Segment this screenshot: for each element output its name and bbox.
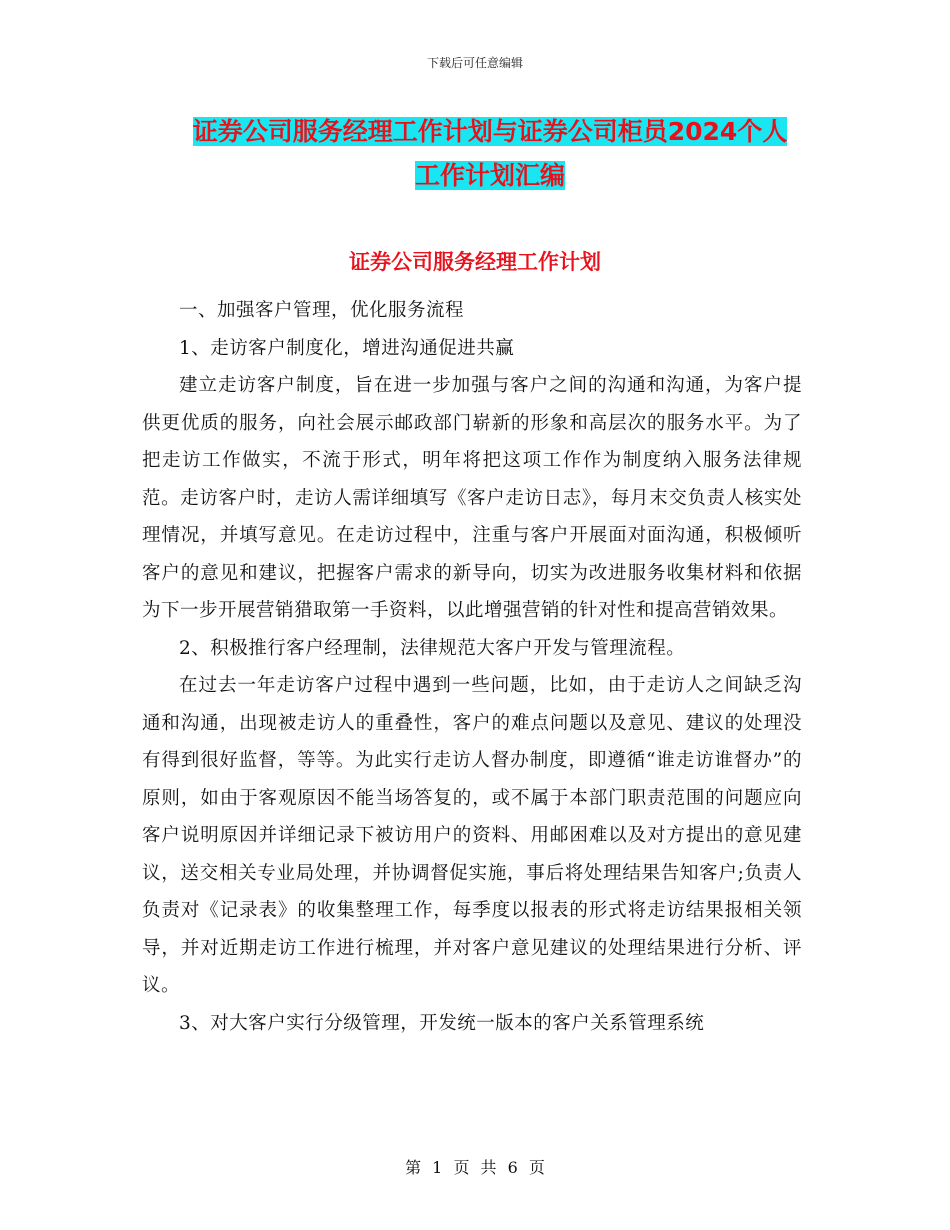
paragraph: 建立走访客户制度，旨在进一步加强与客户之间的沟通和沟通，为客户提供更优质的服务，向社会展示邮政部门崭新的形象和高层次的服务水平。为了把走访工作做实，不流于形式，明年将把这项工作作为制度纳入服务法律规范。走访客户时，走访人需详细填写《客户走访日志》，每月末交负责人核实处理情况，并填写意见。在走访过程中，注重与客户开展面对面沟通，积极倾听客户的意见和建议，把握客户需求的新导向，切实为改进服务收集材料和依据为下一步开展营销猎取第一手资料，以此增强营销的针对性和提高营销效果。 (142, 375, 802, 621)
document-title (140, 110, 840, 198)
header-note: 下载后可任意编辑 (426, 56, 523, 70)
title-line-1: 证券公司服务经理工作计划与证券公司柜员2024个人 (192, 117, 788, 146)
subsection-heading: 2、积极推行客户经理制，法律规范大客户开发与管理流程。 (179, 637, 686, 659)
page-footer: 第 1 页 共 6 页 (405, 1158, 545, 1177)
section-title: 证券公司服务经理工作计划 (349, 250, 601, 274)
subsection-heading: 3、对大客户实行分级管理，开发统一版本的客户关系管理系统 (179, 1012, 705, 1034)
title-line-2: 工作计划汇编 (414, 161, 565, 190)
body-text (142, 292, 802, 1042)
subsection-heading: 1、走访客户制度化，增进沟通促进共赢 (179, 337, 515, 359)
section-heading: 一、加强客户管理，优化服务流程 (179, 300, 465, 321)
paragraph: 在过去一年走访客户过程中遇到一些问题，比如，由于走访人之间缺乏沟通和沟通，出现被走访人的重叠性，客户的难点问题以及意见、建议的处理没有得到很好监督，等等。为此实行走访人督办制度，即遵循“谁走访谁督办”的原则，如由于客观原因不能当场答复的，或不属于本部门职责范围的问题应向客户说明原因并详细记录下被访用户的资料、用邮困难以及对方提出的意见建议，送交相关专业局处理，并协调督促实施，事后将处理结果告知客户;负责人负责对《记录表》的收集整理工作，每季度以报表的形式将走访结果报相关领导，并对近期走访工作进行梳理，并对客户意见建议的处理结果进行分析、评议。 (142, 675, 802, 996)
